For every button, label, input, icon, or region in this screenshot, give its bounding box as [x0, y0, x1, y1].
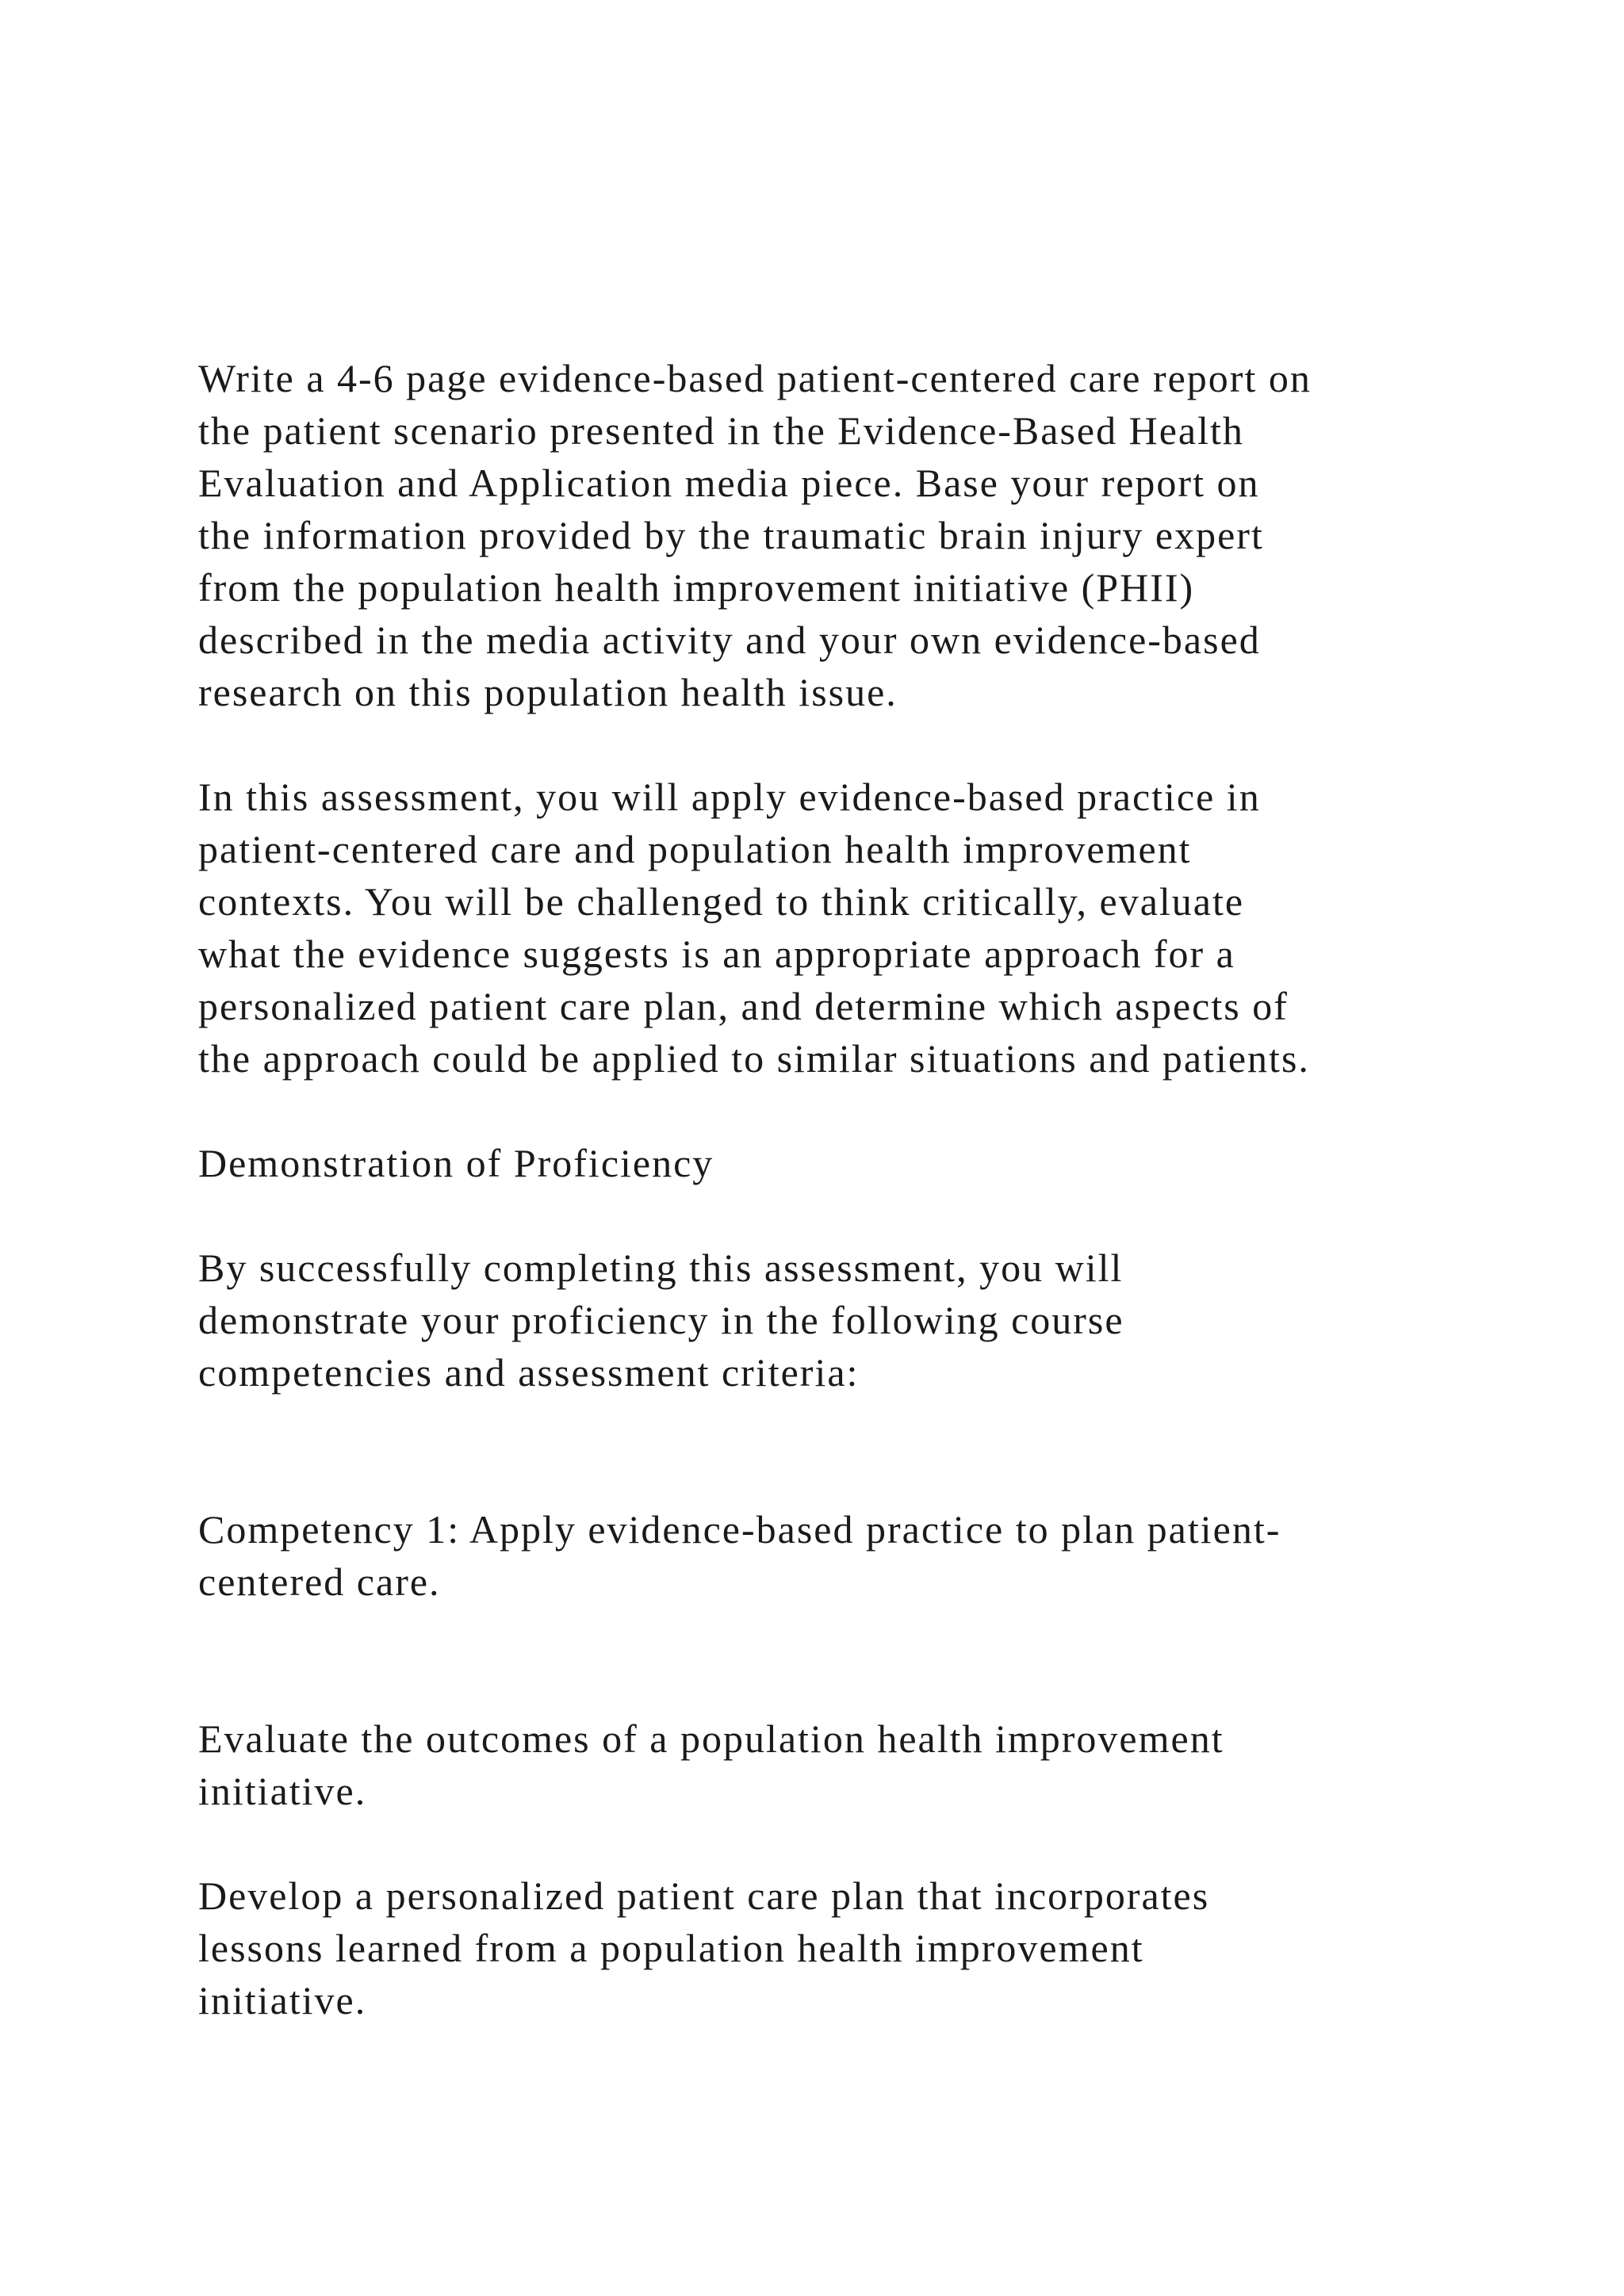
paragraph-spacer [198, 1399, 1530, 1503]
text-line: Evaluation and Application media piece. Base your report on [198, 461, 1260, 505]
text-line: competencies and assessment criteria: [198, 1350, 860, 1395]
text-line: personalized patient care plan, and determine which aspects of [198, 984, 1289, 1028]
text-line: described in the media activity and your own evidence-based [198, 618, 1261, 662]
paragraph-competency [198, 1503, 1530, 1608]
text-line: Evaluate the outcomes of a population health improvement [198, 1716, 1224, 1761]
paragraph-criterion-1 [198, 1712, 1530, 1817]
text-line: Competency 1: Apply evidence-based practice to plan patient- [198, 1507, 1281, 1552]
paragraph-spacer [198, 1085, 1530, 1137]
text-line: the information provided by the traumatic brain injury expert [198, 513, 1264, 557]
text-line: contexts. You will be challenged to think critically, evaluate [198, 879, 1245, 924]
text-line: initiative. [198, 1769, 367, 1813]
text-line: In this assessment, you will apply evidence-based practice in [198, 775, 1261, 819]
text-line: initiative. [198, 1978, 367, 2022]
text-line: demonstrate your proficiency in the following course [198, 1298, 1124, 1342]
text-line: research on this population health issue. [198, 670, 898, 714]
paragraph-criterion-2 [198, 1869, 1530, 2026]
paragraph-spacer [198, 718, 1530, 771]
paragraph-spacer [198, 1817, 1530, 1869]
paragraph-spacer [198, 1608, 1530, 1712]
text-line: lessons learned from a population health improvement [198, 1926, 1144, 1970]
text-line: patient-centered care and population health improvement [198, 827, 1192, 871]
text-line: from the population health improvement initiative (PHII) [198, 565, 1195, 610]
document-body [198, 352, 1530, 2026]
paragraph-proficiency [198, 1242, 1530, 1399]
text-line: the approach could be applied to similar situations and patients. [198, 1036, 1310, 1081]
text-line: centered care. [198, 1559, 441, 1604]
text-line: Write a 4-6 page evidence-based patient-centered care report on [198, 356, 1312, 400]
paragraph-spacer [198, 1189, 1530, 1242]
paragraph-intro [198, 352, 1530, 718]
paragraph-assessment [198, 771, 1530, 1085]
text-line: the patient scenario presented in the Evidence-Based Health [198, 408, 1244, 453]
heading-line: Demonstration of Proficiency [198, 1141, 714, 1185]
text-line: Develop a personalized patient care plan that incorporates [198, 1873, 1210, 1918]
text-line: By successfully completing this assessment, you will [198, 1246, 1124, 1290]
text-line: what the evidence suggests is an appropriate approach for a [198, 932, 1235, 976]
section-heading [198, 1137, 1530, 1189]
